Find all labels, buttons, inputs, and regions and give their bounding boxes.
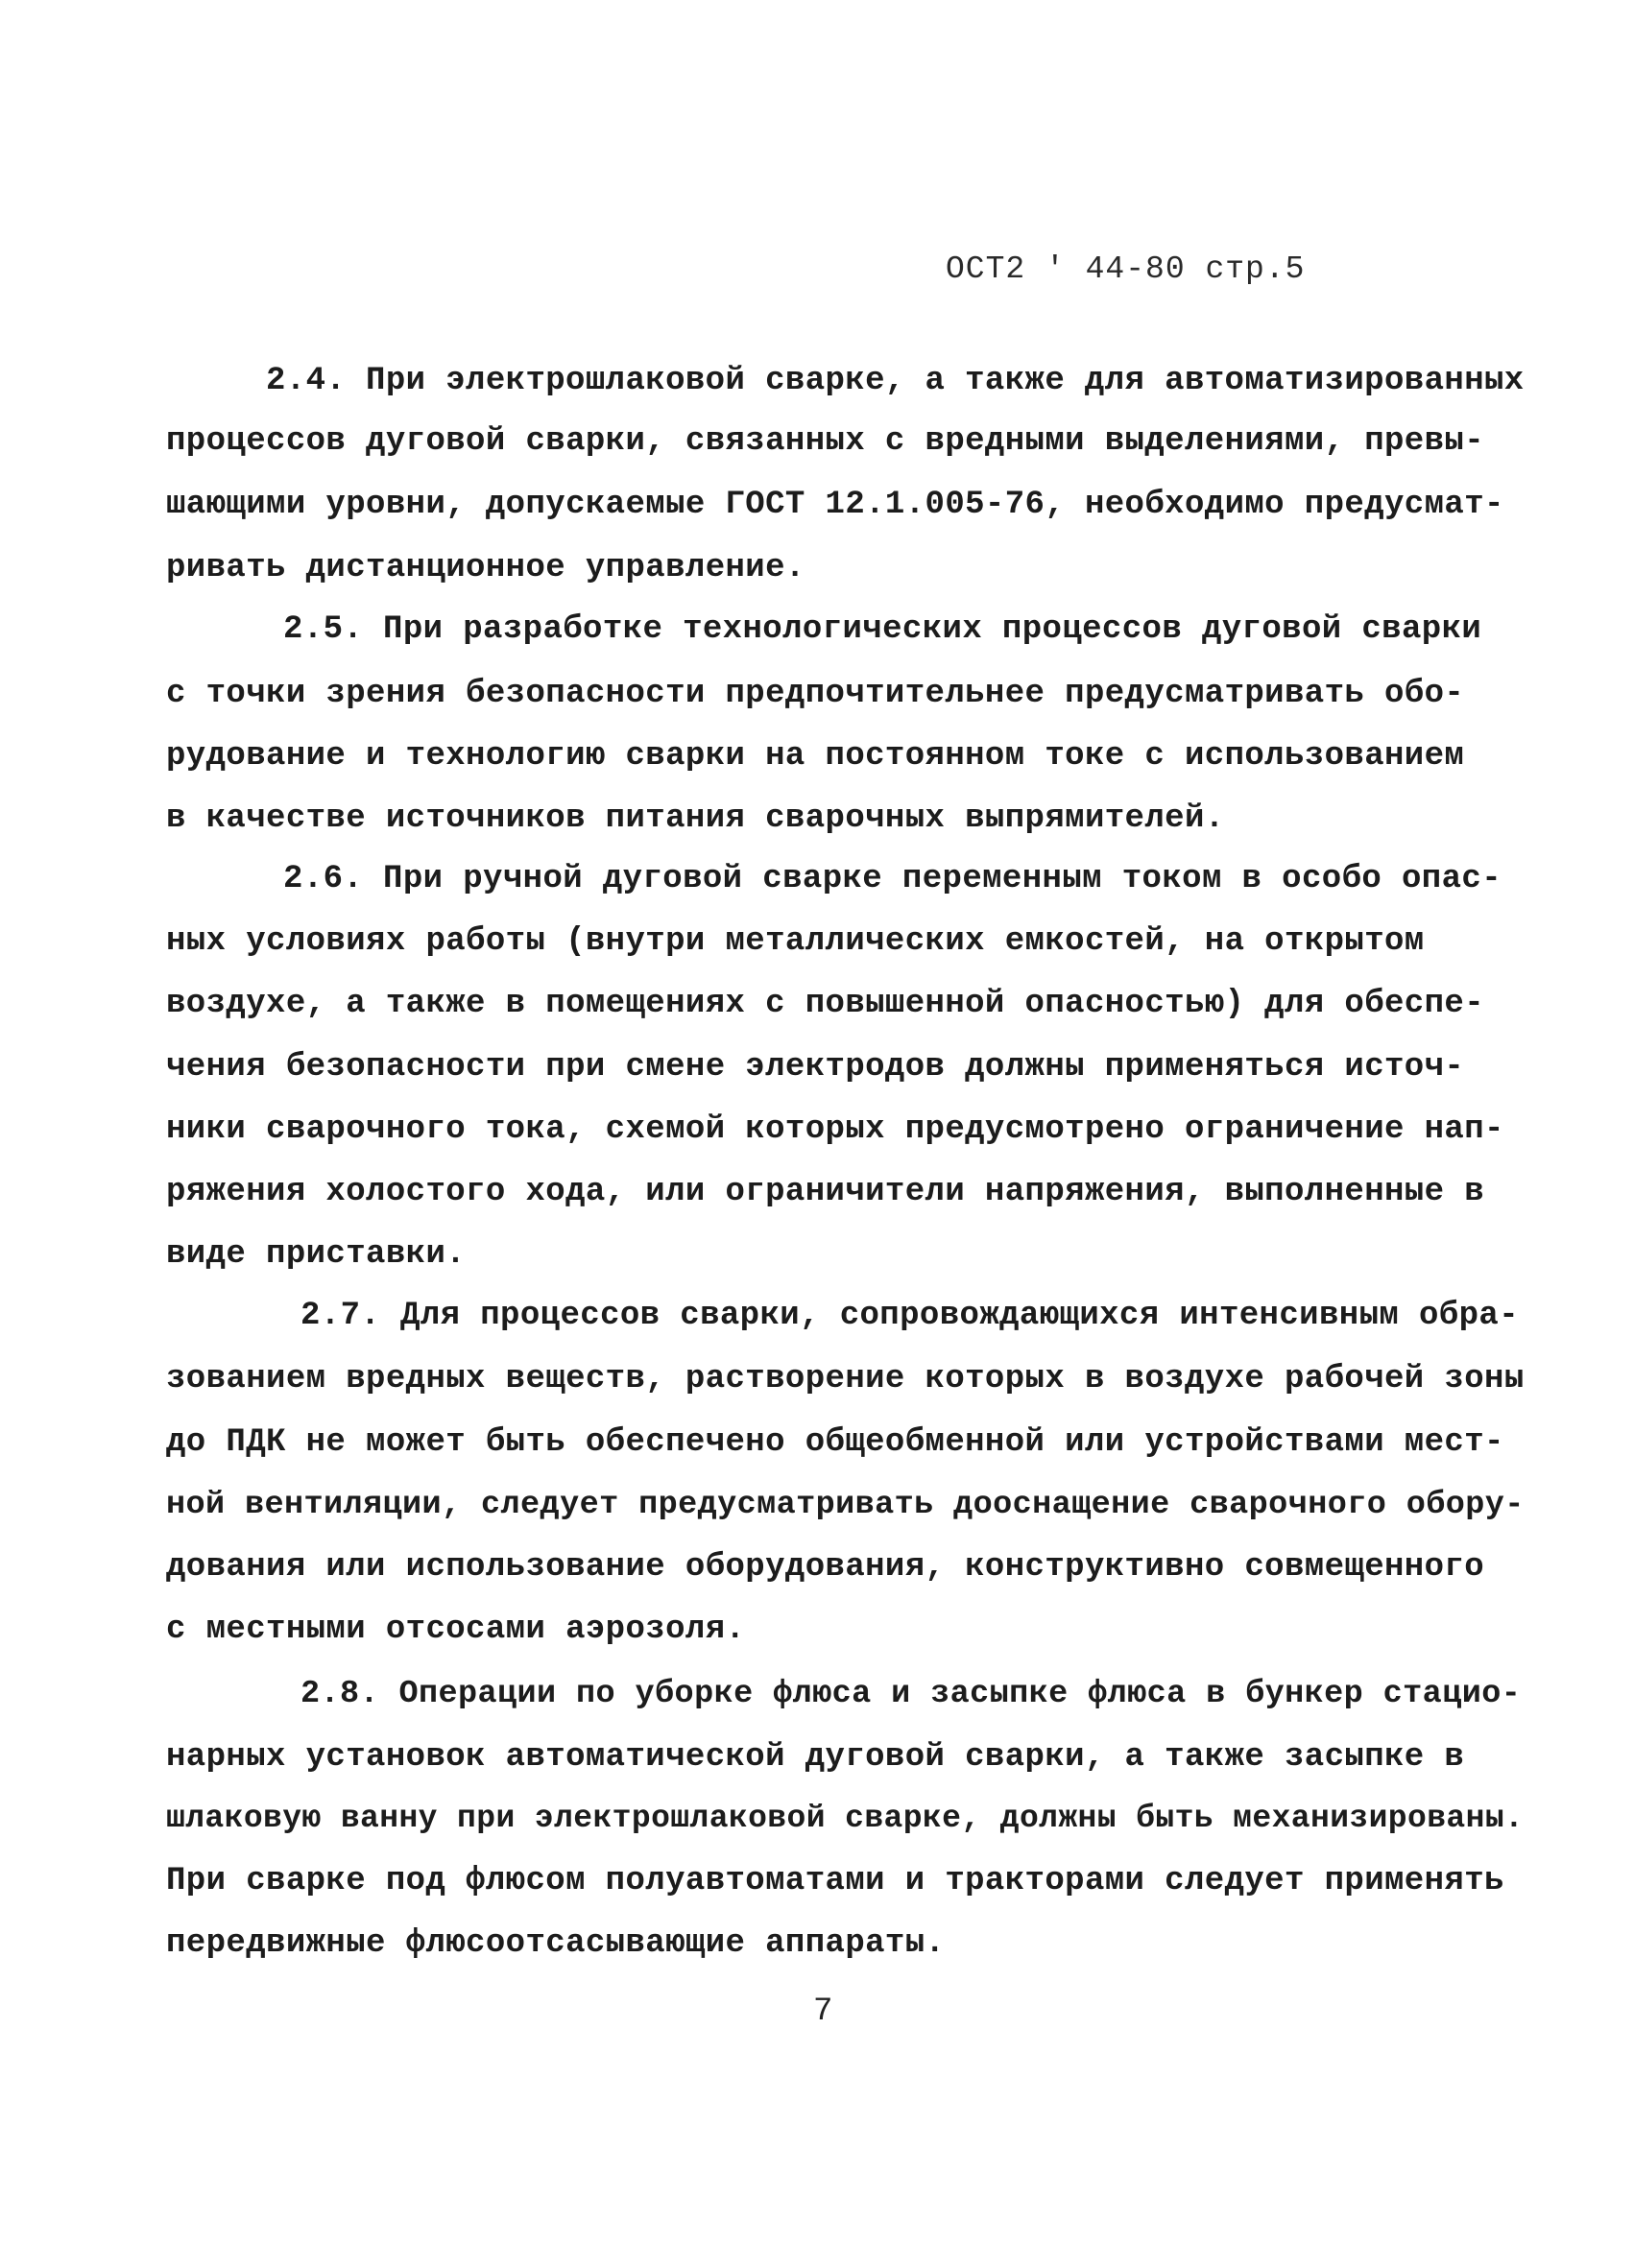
para-2-6-line-5: ники сварочного тока, схемой которых предусмотрено ограничение нап-	[166, 1111, 1504, 1148]
para-2-5-line-4: в качестве источников питания сварочных выпрямителей.	[166, 800, 1225, 837]
para-2-7-line-5: дования или использование оборудования, конструктивно совмещенного	[166, 1549, 1485, 1586]
para-2-4-line-3: шающими уровни, допускаемые ГОСТ 12.1.005-76, необходимо предусмат-	[166, 487, 1504, 523]
para-2-7-line-1: 2.7. Для процессов сварки, сопровождающихся интенсивным обра-	[300, 1298, 1520, 1334]
para-2-7-line-2: зованием вредных веществ, растворение которых в воздухе рабочей зоны	[166, 1361, 1525, 1397]
page-number: 7	[813, 1993, 833, 2030]
para-2-5-line-2: с точки зрения безопасности предпочтительнее предусматривать обо-	[166, 676, 1465, 712]
para-2-6-line-2: ных условиях работы (внутри металлических емкостей, на открытом	[166, 923, 1425, 960]
para-2-8-line-5: передвижные флюсоотсасывающие аппараты.	[166, 1925, 946, 1962]
para-2-8-line-1: 2.8. Операции по уборке флюса и засыпке флюса в бункер стацио-	[300, 1676, 1522, 1712]
para-2-4-line-1: 2.4. При электрошлаковой сварке, а также для автоматизированных	[266, 363, 1525, 399]
para-2-6-line-1: 2.6. При ручной дуговой сварке переменным током в особо опас-	[283, 861, 1502, 897]
para-2-5-line-3: рудование и технологию сварки на постоянном токе с использованием	[166, 738, 1465, 775]
para-2-8-line-2: нарных установок автоматической дуговой сварки, а также засыпке в	[166, 1739, 1465, 1776]
para-2-7-line-4: ной вентиляции, следует предусматривать дооснащение сварочного обору-	[166, 1487, 1525, 1523]
para-2-6-line-6: ряжения холостого хода, или ограничители напряжения, выполненные в	[166, 1174, 1485, 1210]
para-2-5-line-1: 2.5. При разработке технологических процессов дуговой сварки	[283, 611, 1482, 648]
document-header: ОСТ2 ' 44-80 стр.5	[946, 251, 1306, 287]
para-2-7-line-6: с местными отсосами аэрозоля.	[166, 1611, 746, 1648]
para-2-4-line-2: процессов дуговой сварки, связанных с вредными выделениями, превы-	[166, 423, 1485, 460]
para-2-8-line-3: шлаковую ванну при электрошлаковой сварке, должны быть механизированы.	[166, 1801, 1525, 1836]
para-2-7-line-3: до ПДК не может быть обеспечено общеобменной или устройствами мест-	[166, 1424, 1504, 1461]
para-2-6-line-7: виде приставки.	[166, 1236, 467, 1273]
para-2-6-line-4: чения безопасности при смене электродов должны применяться источ-	[166, 1049, 1465, 1086]
para-2-8-line-4: При сварке под флюсом полуавтоматами и тракторами следует применять	[166, 1863, 1504, 1899]
para-2-6-line-3: воздухе, а также в помещениях с повышенной опасностью) для обеспе-	[166, 986, 1485, 1022]
para-2-4-line-4: ривать дистанционное управление.	[166, 550, 805, 586]
